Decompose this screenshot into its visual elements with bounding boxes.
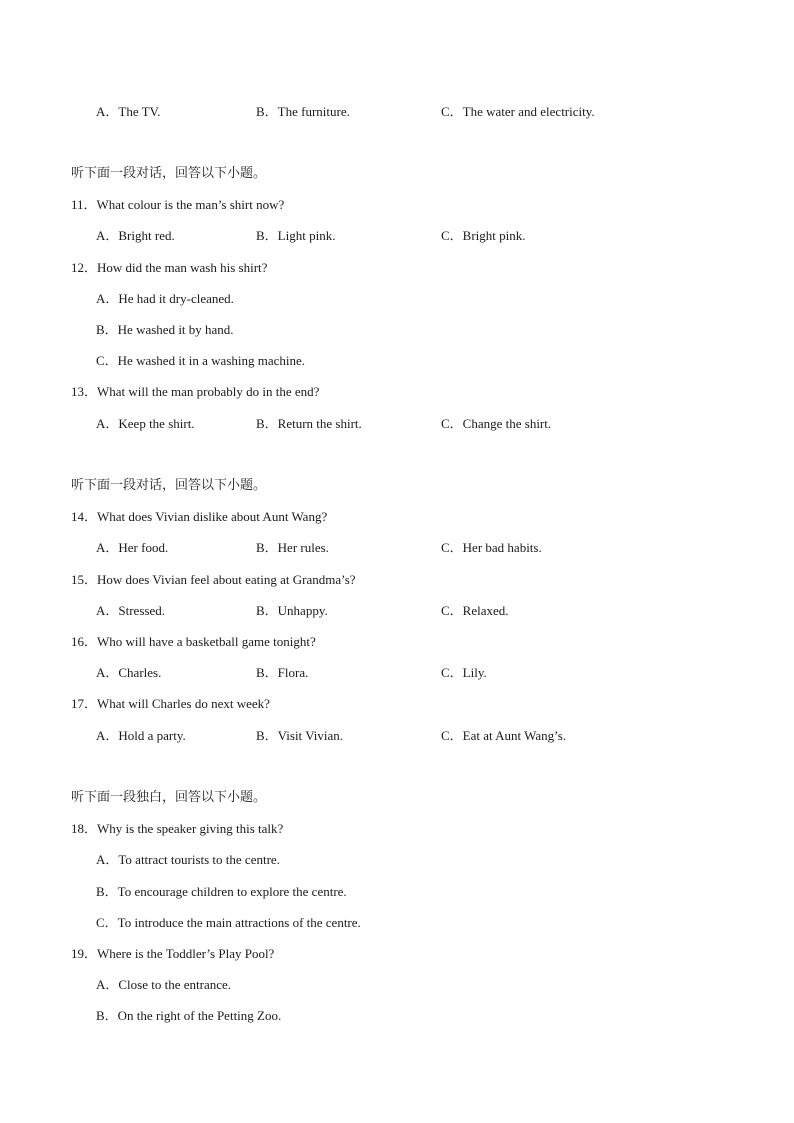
question-18: 18．Why is the speaker giving this talk? bbox=[71, 821, 284, 836]
q12-option-c: C．He washed it in a washing machine. bbox=[96, 353, 306, 368]
q14-option-c: C．Her bad habits. bbox=[441, 540, 542, 555]
q10-option-c: C．The water and electricity. bbox=[441, 104, 595, 119]
q11-option-b: B．Light pink. bbox=[256, 228, 336, 243]
q16-option-b: B．Flora. bbox=[256, 665, 309, 680]
q11-option-a: A．Bright red. bbox=[96, 228, 175, 243]
question-12: 12．How did the man wash his shirt? bbox=[71, 260, 268, 275]
q15-option-c: C．Relaxed. bbox=[441, 603, 509, 618]
q13-option-c: C．Change the shirt. bbox=[441, 416, 552, 431]
q18-option-b: B．To encourage children to explore the centre. bbox=[96, 884, 347, 899]
question-16: 16．Who will have a basketball game tonight? bbox=[71, 634, 316, 649]
section-heading-dialogue-2: 听下面一段对话，回答以下小题。 bbox=[71, 478, 267, 493]
question-13: 13．What will the man probably do in the end? bbox=[71, 384, 320, 399]
q18-option-a: A．To attract tourists to the centre. bbox=[96, 852, 280, 867]
q13-option-b: B．Return the shirt. bbox=[256, 416, 362, 431]
question-19: 19．Where is the Toddler’s Play Pool? bbox=[71, 946, 275, 961]
q14-option-b: B．Her rules. bbox=[256, 540, 329, 555]
q16-option-c: C．Lily. bbox=[441, 665, 487, 680]
q18-option-c: C．To introduce the main attractions of the centre. bbox=[96, 915, 361, 930]
q15-option-a: A．Stressed. bbox=[96, 603, 165, 618]
q10-option-a: A．The TV. bbox=[96, 104, 161, 119]
q17-option-c: C．Eat at Aunt Wang’s. bbox=[441, 728, 567, 743]
question-11: 11．What colour is the man’s shirt now? bbox=[71, 197, 285, 212]
q16-option-a: A．Charles. bbox=[96, 665, 162, 680]
section-heading-monologue: 听下面一段独白，回答以下小题。 bbox=[71, 790, 267, 805]
q13-option-a: A．Keep the shirt. bbox=[96, 416, 195, 431]
section-heading-dialogue-1: 听下面一段对话，回答以下小题。 bbox=[71, 166, 267, 181]
q10-option-b: B．The furniture. bbox=[256, 104, 350, 119]
question-15: 15．How does Vivian feel about eating at Grandma’s? bbox=[71, 572, 356, 587]
question-14: 14．What does Vivian dislike about Aunt Wang? bbox=[71, 509, 328, 524]
q11-option-c: C．Bright pink. bbox=[441, 228, 526, 243]
q12-option-a: A．He had it dry-cleaned. bbox=[96, 291, 234, 306]
q14-option-a: A．Her food. bbox=[96, 540, 169, 555]
q15-option-b: B．Unhappy. bbox=[256, 603, 328, 618]
q19-option-a: A．Close to the entrance. bbox=[96, 977, 232, 992]
q17-option-b: B．Visit Vivian. bbox=[256, 728, 344, 743]
q12-option-b: B．He washed it by hand. bbox=[96, 322, 234, 337]
q17-option-a: A．Hold a party. bbox=[96, 728, 186, 743]
q19-option-b: B．On the right of the Petting Zoo. bbox=[96, 1008, 282, 1023]
question-17: 17．What will Charles do next week? bbox=[71, 696, 270, 711]
